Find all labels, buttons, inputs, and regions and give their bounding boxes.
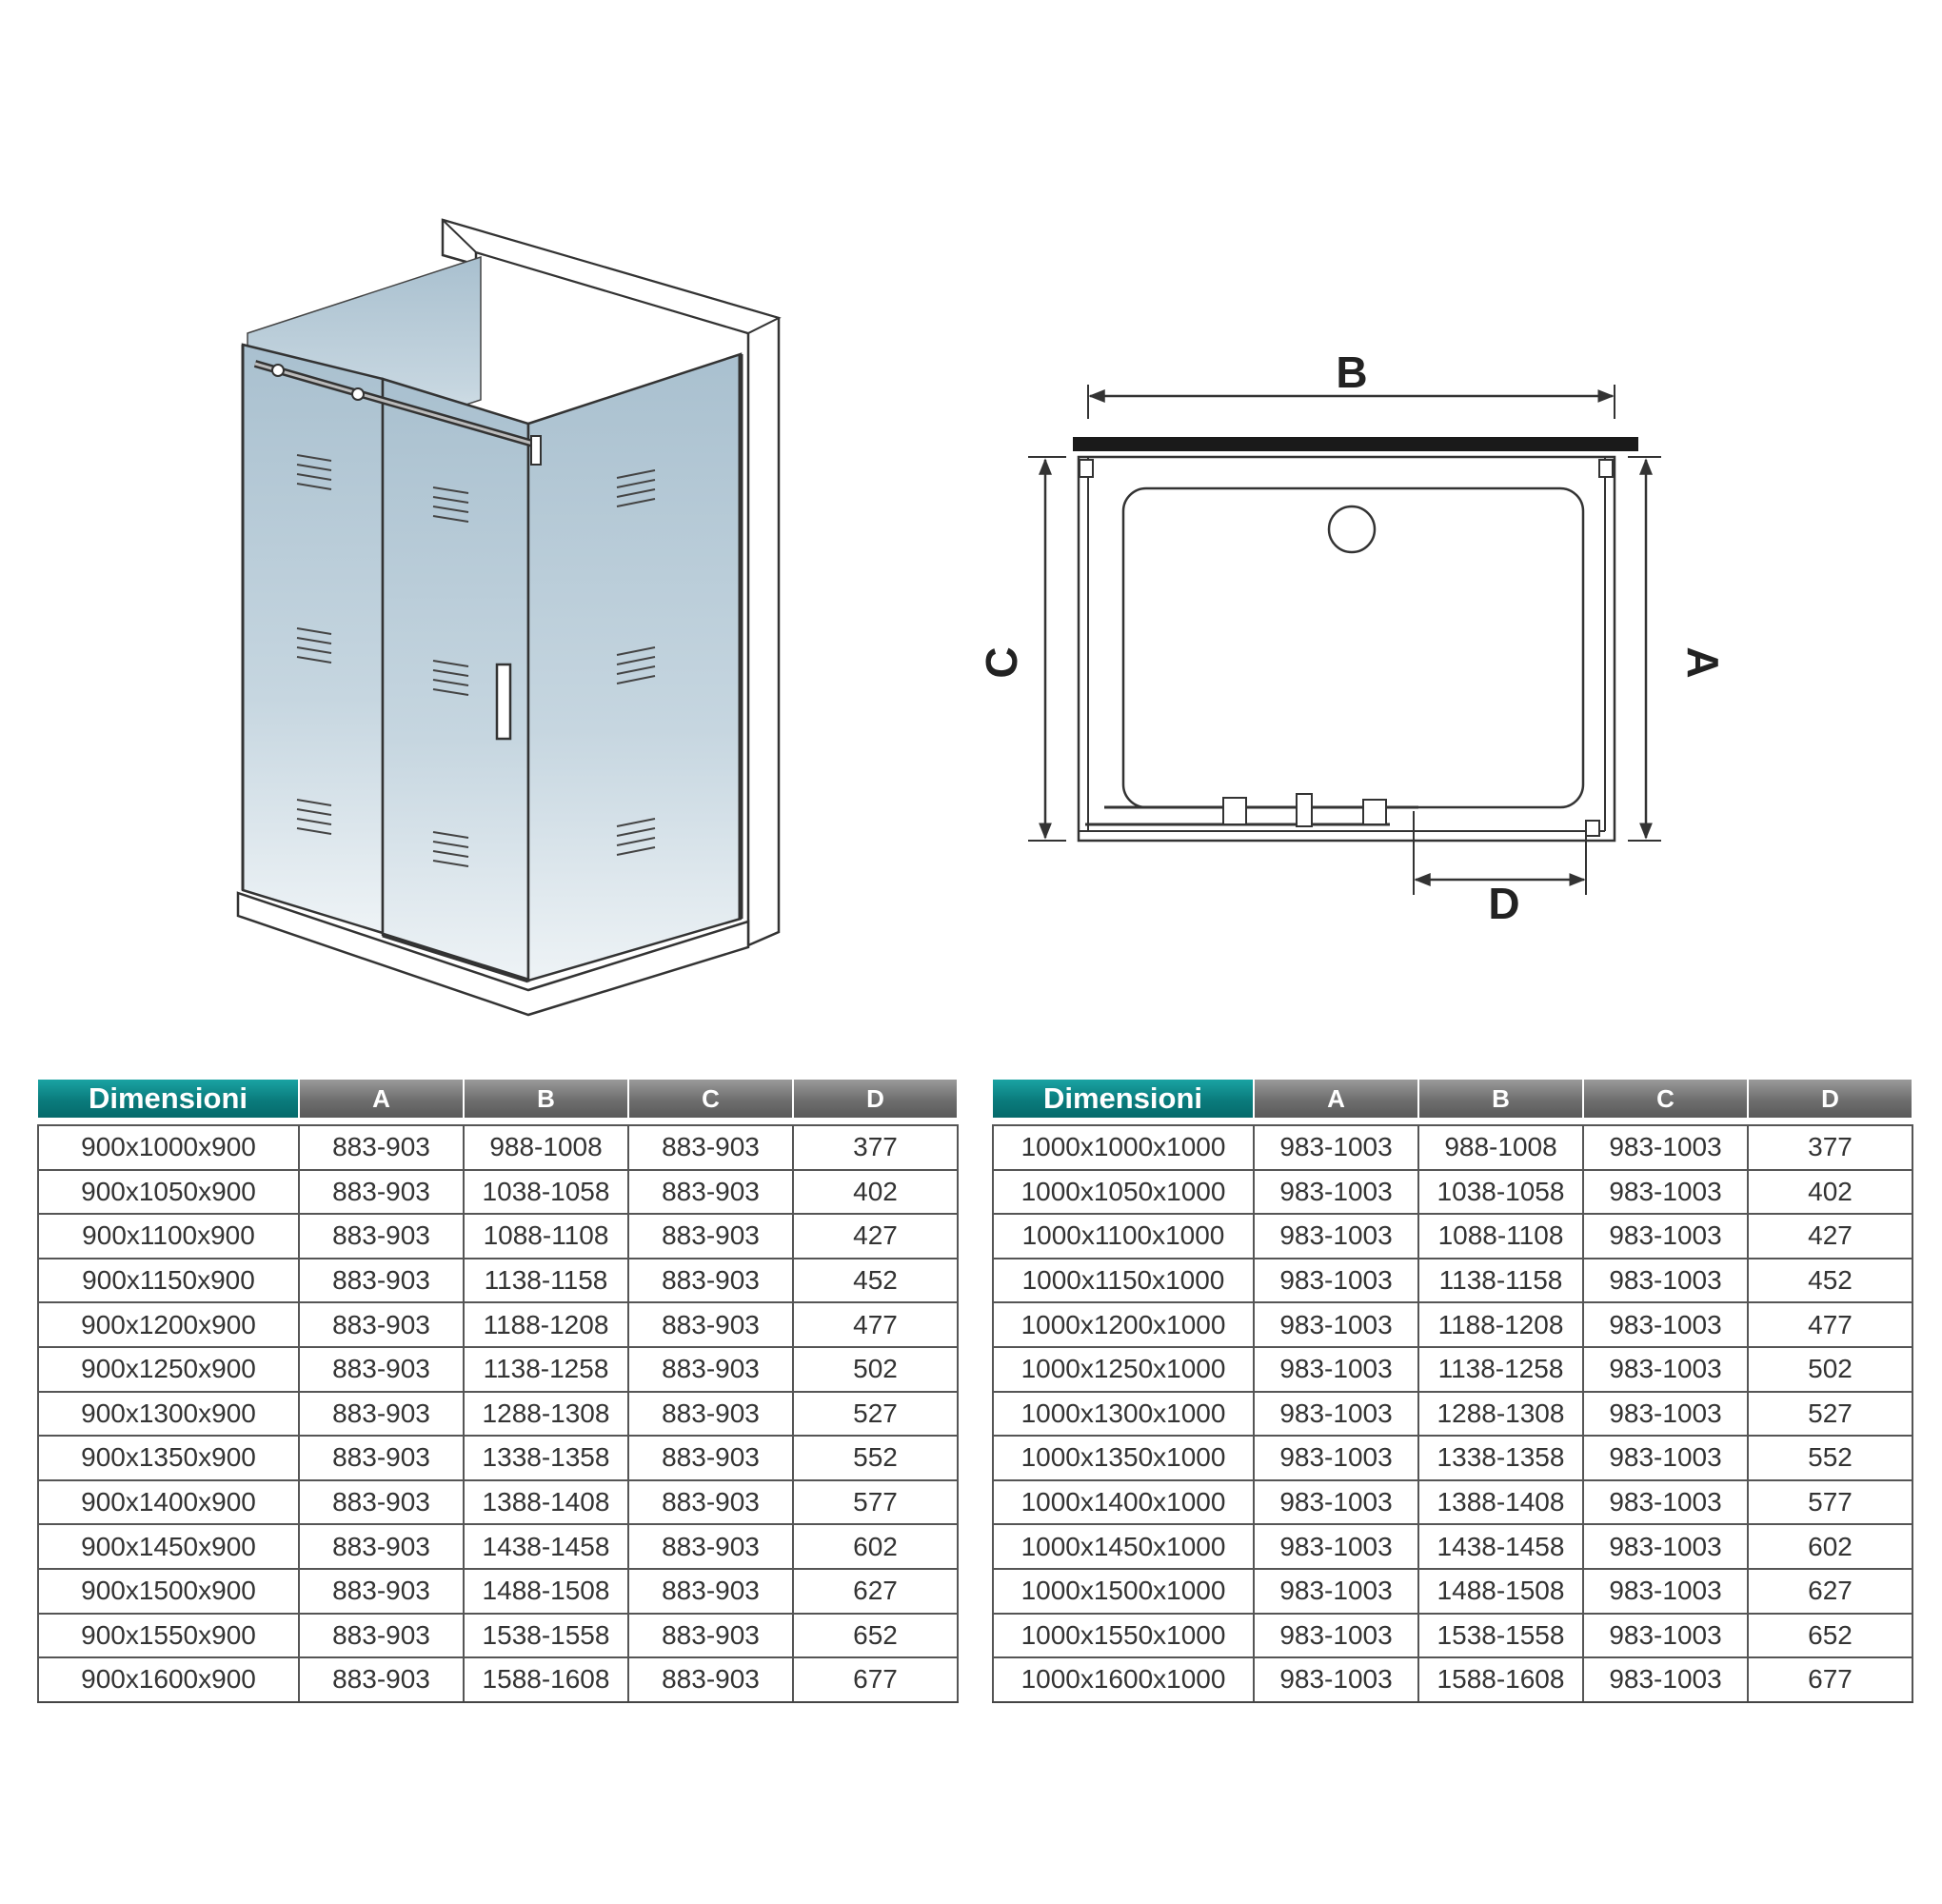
cell-b: 1138-1158 xyxy=(464,1259,628,1303)
header-b: B xyxy=(464,1080,628,1118)
cell-a: 983-1003 xyxy=(1254,1569,1418,1614)
cell-d: 502 xyxy=(1748,1347,1912,1392)
table-row xyxy=(38,1614,958,1658)
cell-b: 1338-1358 xyxy=(464,1436,628,1480)
cell-c: 983-1003 xyxy=(1583,1657,1748,1702)
cell-a: 883-903 xyxy=(299,1569,464,1614)
cell-a: 983-1003 xyxy=(1254,1347,1418,1392)
dimensions-table-900 xyxy=(37,1080,959,1703)
cell-b: 1438-1458 xyxy=(1418,1524,1583,1569)
cell-d: 577 xyxy=(1748,1480,1912,1525)
cell-d: 502 xyxy=(793,1347,958,1392)
cell-b: 1588-1608 xyxy=(464,1657,628,1702)
cell-d: 452 xyxy=(793,1259,958,1303)
cell-a: 883-903 xyxy=(299,1480,464,1525)
cell-c: 983-1003 xyxy=(1583,1170,1748,1215)
cell-b: 1188-1208 xyxy=(1418,1302,1583,1347)
header-c: C xyxy=(1583,1080,1748,1118)
table-row xyxy=(38,1302,958,1347)
table-row xyxy=(38,1436,958,1480)
cell-d: 402 xyxy=(793,1170,958,1215)
table-row xyxy=(38,1259,958,1303)
cell-d: 652 xyxy=(793,1614,958,1658)
cell-d: 627 xyxy=(793,1569,958,1614)
cell-a: 983-1003 xyxy=(1254,1214,1418,1259)
cell-dimensions: 1000x1250x1000 xyxy=(993,1347,1254,1392)
table-row xyxy=(993,1614,1912,1658)
cell-c: 883-903 xyxy=(628,1436,793,1480)
cell-d: 452 xyxy=(1748,1259,1912,1303)
cell-dimensions: 900x1050x900 xyxy=(38,1170,299,1215)
cell-dimensions: 1000x1100x1000 xyxy=(993,1214,1254,1259)
cell-dimensions: 900x1600x900 xyxy=(38,1657,299,1702)
front-fixed-panel xyxy=(243,345,383,933)
table-row xyxy=(993,1170,1912,1215)
cell-d: 677 xyxy=(793,1657,958,1702)
dimension-d-label: D xyxy=(1488,879,1520,928)
cell-b: 1388-1408 xyxy=(464,1480,628,1525)
cell-dimensions: 900x1100x900 xyxy=(38,1214,299,1259)
table-row xyxy=(993,1347,1912,1392)
header-a: A xyxy=(1254,1080,1418,1118)
header-dimensioni: Dimensioni xyxy=(993,1080,1254,1118)
plan-view-drawing xyxy=(977,347,1728,928)
cell-dimensions: 1000x1400x1000 xyxy=(993,1480,1254,1525)
cell-b: 1488-1508 xyxy=(1418,1569,1583,1614)
table-row xyxy=(38,1524,958,1569)
cell-a: 983-1003 xyxy=(1254,1259,1418,1303)
cell-c: 983-1003 xyxy=(1583,1480,1748,1525)
cell-b: 1338-1358 xyxy=(1418,1436,1583,1480)
cell-d: 677 xyxy=(1748,1657,1912,1702)
table-row xyxy=(993,1569,1912,1614)
shower-enclosure-perspective xyxy=(238,220,779,1015)
cell-a: 883-903 xyxy=(299,1347,464,1392)
wall-face xyxy=(443,220,779,333)
cell-c: 983-1003 xyxy=(1583,1614,1748,1658)
cell-c: 983-1003 xyxy=(1583,1302,1748,1347)
cell-a: 983-1003 xyxy=(1254,1480,1418,1525)
dimension-a-label: A xyxy=(1678,646,1728,679)
cell-b: 1538-1558 xyxy=(464,1614,628,1658)
cell-a: 983-1003 xyxy=(1254,1392,1418,1437)
table-row xyxy=(38,1480,958,1525)
cell-a: 983-1003 xyxy=(1254,1436,1418,1480)
cell-d: 527 xyxy=(793,1392,958,1437)
cell-dimensions: 900x1200x900 xyxy=(38,1302,299,1347)
cell-dimensions: 1000x1300x1000 xyxy=(993,1392,1254,1437)
cell-b: 1138-1258 xyxy=(1418,1347,1583,1392)
cell-d: 427 xyxy=(793,1214,958,1259)
cell-b: 1288-1308 xyxy=(1418,1392,1583,1437)
cell-d: 552 xyxy=(793,1436,958,1480)
cell-c: 883-903 xyxy=(628,1170,793,1215)
cell-d: 627 xyxy=(1748,1569,1912,1614)
cell-c: 883-903 xyxy=(628,1657,793,1702)
table-row xyxy=(38,1125,958,1170)
cell-b: 1138-1258 xyxy=(464,1347,628,1392)
cell-c: 983-1003 xyxy=(1583,1125,1748,1170)
table-row xyxy=(38,1214,958,1259)
cell-b: 1088-1108 xyxy=(1418,1214,1583,1259)
header-d: D xyxy=(1748,1080,1912,1118)
cell-a: 883-903 xyxy=(299,1302,464,1347)
table-row xyxy=(993,1436,1912,1480)
cell-dimensions: 900x1350x900 xyxy=(38,1436,299,1480)
cell-a: 883-903 xyxy=(299,1214,464,1259)
cell-b: 1138-1158 xyxy=(1418,1259,1583,1303)
cell-c: 983-1003 xyxy=(1583,1347,1748,1392)
header-c: C xyxy=(628,1080,793,1118)
cell-b: 1288-1308 xyxy=(464,1392,628,1437)
cell-a: 883-903 xyxy=(299,1436,464,1480)
table-header-row xyxy=(38,1080,958,1118)
cell-dimensions: 1000x1150x1000 xyxy=(993,1259,1254,1303)
cell-dimensions: 900x1000x900 xyxy=(38,1125,299,1170)
cell-b: 1388-1408 xyxy=(1418,1480,1583,1525)
table-row xyxy=(993,1214,1912,1259)
cell-a: 883-903 xyxy=(299,1614,464,1658)
cell-b: 988-1008 xyxy=(464,1125,628,1170)
cell-dimensions: 900x1150x900 xyxy=(38,1259,299,1303)
cell-c: 983-1003 xyxy=(1583,1259,1748,1303)
cell-dimensions: 1000x1450x1000 xyxy=(993,1524,1254,1569)
header-b: B xyxy=(1418,1080,1583,1118)
cell-dimensions: 900x1300x900 xyxy=(38,1392,299,1437)
cell-dimensions: 1000x1350x1000 xyxy=(993,1436,1254,1480)
cell-a: 883-903 xyxy=(299,1259,464,1303)
cell-c: 883-903 xyxy=(628,1524,793,1569)
cell-d: 477 xyxy=(1748,1302,1912,1347)
cell-a: 983-1003 xyxy=(1254,1170,1418,1215)
table-row xyxy=(38,1170,958,1215)
cell-dimensions: 900x1500x900 xyxy=(38,1569,299,1614)
cell-c: 883-903 xyxy=(628,1125,793,1170)
cell-b: 1438-1458 xyxy=(464,1524,628,1569)
cell-a: 883-903 xyxy=(299,1392,464,1437)
cell-c: 883-903 xyxy=(628,1347,793,1392)
cell-b: 1038-1058 xyxy=(464,1170,628,1215)
table-row xyxy=(38,1347,958,1392)
cell-c: 983-1003 xyxy=(1583,1436,1748,1480)
cell-c: 883-903 xyxy=(628,1214,793,1259)
table-row xyxy=(993,1657,1912,1702)
cell-c: 883-903 xyxy=(628,1569,793,1614)
table-row xyxy=(993,1302,1912,1347)
cell-d: 402 xyxy=(1748,1170,1912,1215)
cell-d: 602 xyxy=(793,1524,958,1569)
cell-c: 983-1003 xyxy=(1583,1569,1748,1614)
cell-dimensions: 900x1400x900 xyxy=(38,1480,299,1525)
cell-b: 1488-1508 xyxy=(464,1569,628,1614)
cell-c: 883-903 xyxy=(628,1259,793,1303)
plan-drain xyxy=(1329,506,1375,552)
cell-c: 883-903 xyxy=(628,1392,793,1437)
cell-a: 983-1003 xyxy=(1254,1302,1418,1347)
cell-c: 983-1003 xyxy=(1583,1392,1748,1437)
cell-a: 983-1003 xyxy=(1254,1524,1418,1569)
cell-c: 883-903 xyxy=(628,1302,793,1347)
cell-c: 983-1003 xyxy=(1583,1214,1748,1259)
cell-b: 1538-1558 xyxy=(1418,1614,1583,1658)
cell-dimensions: 1000x1200x1000 xyxy=(993,1302,1254,1347)
cell-a: 983-1003 xyxy=(1254,1614,1418,1658)
plan-wall xyxy=(1073,437,1638,451)
cell-a: 883-903 xyxy=(299,1170,464,1215)
cell-dimensions: 1000x1550x1000 xyxy=(993,1614,1254,1658)
table-row xyxy=(993,1125,1912,1170)
cell-d: 377 xyxy=(793,1125,958,1170)
cell-a: 883-903 xyxy=(299,1125,464,1170)
door-handle xyxy=(497,664,510,739)
cell-a: 983-1003 xyxy=(1254,1657,1418,1702)
cell-d: 377 xyxy=(1748,1125,1912,1170)
cell-dimensions: 900x1550x900 xyxy=(38,1614,299,1658)
header-d: D xyxy=(793,1080,958,1118)
cell-dimensions: 1000x1050x1000 xyxy=(993,1170,1254,1215)
cell-d: 552 xyxy=(1748,1436,1912,1480)
cell-d: 527 xyxy=(1748,1392,1912,1437)
cell-b: 1188-1208 xyxy=(464,1302,628,1347)
table-row xyxy=(993,1480,1912,1525)
dimension-c-label: C xyxy=(977,646,1026,679)
cell-dimensions: 1000x1500x1000 xyxy=(993,1569,1254,1614)
header-a: A xyxy=(299,1080,464,1118)
table-row xyxy=(38,1569,958,1614)
cell-a: 883-903 xyxy=(299,1524,464,1569)
cell-d: 577 xyxy=(793,1480,958,1525)
cell-d: 602 xyxy=(1748,1524,1912,1569)
cell-c: 883-903 xyxy=(628,1614,793,1658)
cell-c: 883-903 xyxy=(628,1480,793,1525)
table-row xyxy=(38,1657,958,1702)
cell-dimensions: 900x1450x900 xyxy=(38,1524,299,1569)
cell-a: 883-903 xyxy=(299,1657,464,1702)
table-row xyxy=(993,1259,1912,1303)
table-row xyxy=(993,1524,1912,1569)
cell-dimensions: 1000x1600x1000 xyxy=(993,1657,1254,1702)
table-row xyxy=(993,1392,1912,1437)
cell-b: 1088-1108 xyxy=(464,1214,628,1259)
cell-d: 427 xyxy=(1748,1214,1912,1259)
table-header-row xyxy=(993,1080,1912,1118)
cell-dimensions: 1000x1000x1000 xyxy=(993,1125,1254,1170)
side-glass-panel xyxy=(528,354,741,981)
cell-a: 983-1003 xyxy=(1254,1125,1418,1170)
cell-b: 1038-1058 xyxy=(1418,1170,1583,1215)
cell-b: 988-1008 xyxy=(1418,1125,1583,1170)
table-row xyxy=(38,1392,958,1437)
cell-d: 652 xyxy=(1748,1614,1912,1658)
header-dimensioni: Dimensioni xyxy=(38,1080,299,1118)
dimension-b-label: B xyxy=(1336,347,1368,397)
cell-c: 983-1003 xyxy=(1583,1524,1748,1569)
dimensions-table-1000 xyxy=(992,1080,1913,1703)
cell-d: 477 xyxy=(793,1302,958,1347)
cell-dimensions: 900x1250x900 xyxy=(38,1347,299,1392)
cell-b: 1588-1608 xyxy=(1418,1657,1583,1702)
